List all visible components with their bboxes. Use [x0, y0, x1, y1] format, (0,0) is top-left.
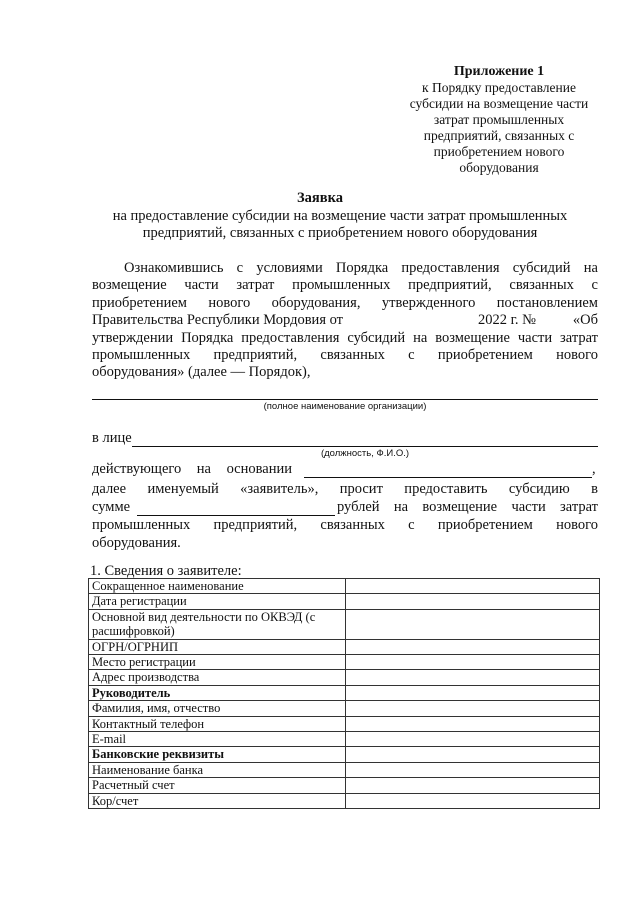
basis-line[interactable] [304, 477, 592, 478]
org-name-caption: (полное наименование организации) [263, 401, 427, 412]
org-name-line[interactable] [92, 399, 598, 400]
row-label: Кор/счет [89, 793, 346, 808]
table-row [89, 670, 600, 685]
appendix-block [404, 64, 594, 176]
row-label: Руководитель [89, 685, 346, 700]
table-row [89, 747, 600, 762]
row-label: Контактный телефон [89, 716, 346, 731]
intro-line: Ознакомившись с условиями Порядка предоставления субсидий на [124, 260, 598, 276]
row-label: Расчетный счет [89, 778, 346, 793]
table-row [89, 639, 600, 654]
row-value-cell[interactable] [346, 609, 600, 639]
row-value-cell[interactable] [346, 732, 600, 747]
intro-line: утверждении Порядка предоставления субсидий на возмещение части затрат [92, 329, 598, 346]
table-row [89, 685, 600, 700]
position-caption: (должность, Ф.И.О.) [320, 448, 410, 459]
in-person-label: в лице [92, 430, 132, 446]
document-heading: Заявка [297, 190, 343, 206]
row-label: Наименование банка [89, 762, 346, 777]
closing-line: промышленных предприятий, связанных с приобретением нового [92, 517, 598, 533]
row-label: Основной вид деятельности по ОКВЭД (с расшифровкой) [89, 609, 346, 639]
row-label: Дата регистрации [89, 594, 346, 609]
appendix-line: приобретением нового [433, 144, 565, 159]
sum-line[interactable] [137, 515, 335, 516]
table-row [89, 762, 600, 777]
row-label: Место регистрации [89, 655, 346, 670]
table-row [89, 732, 600, 747]
sum-rest-text: рублей на возмещение части затрат [337, 499, 598, 515]
table-row [89, 701, 600, 716]
row-value-cell[interactable] [346, 639, 600, 654]
row-value-cell[interactable] [346, 762, 600, 777]
row-value-cell[interactable] [346, 793, 600, 808]
intro-line: промышленных предприятий, связанных с приобретением нового [92, 347, 598, 364]
intro-year-number: 2022 г. № [478, 312, 537, 329]
intro-quote-start: «Об [572, 312, 598, 329]
basis-comma: , [592, 461, 596, 477]
appendix-line: затрат промышленных [433, 112, 565, 127]
table-row [89, 655, 600, 670]
table-row [89, 609, 600, 639]
applicant-info-table [88, 578, 600, 809]
appendix-line: предприятий, связанных с [423, 128, 575, 143]
appendix-line: оборудования [459, 160, 539, 175]
row-label: E-mail [89, 732, 346, 747]
appendix-line: к Порядку предоставление [422, 80, 576, 95]
intro-line: приобретением нового оборудования, утвержденного постановлением [92, 294, 598, 311]
hereinafter-text: далее именуемый «заявитель», просит предоставить субсидию в [92, 481, 598, 497]
table-row [89, 793, 600, 808]
section-heading: 1. Сведения о заявителе: [90, 563, 242, 579]
table-row [89, 579, 600, 594]
row-value-cell[interactable] [346, 655, 600, 670]
row-label: Адрес производства [89, 670, 346, 685]
closing-line: оборудования. [92, 535, 181, 551]
intro-paragraph [92, 260, 598, 382]
row-value-cell[interactable] [346, 716, 600, 731]
table-row [89, 716, 600, 731]
position-line[interactable] [132, 446, 598, 447]
row-label: Фамилия, имя, отчество [89, 701, 346, 716]
document-subtitle [90, 208, 590, 242]
appendix-title: Приложение 1 [453, 64, 545, 79]
row-value-cell[interactable] [346, 579, 600, 594]
row-value-cell[interactable] [346, 778, 600, 793]
row-label: Сокращенное наименование [89, 579, 346, 594]
row-value-cell[interactable] [346, 685, 600, 700]
table-row [89, 594, 600, 609]
row-value-cell[interactable] [346, 747, 600, 762]
subtitle-line: предприятий, связанных с приобретением нового оборудования [142, 225, 538, 241]
row-value-cell[interactable] [346, 670, 600, 685]
table-row [89, 778, 600, 793]
row-value-cell[interactable] [346, 594, 600, 609]
intro-line: возмещение части затрат промышленных предприятий, связанных с [92, 277, 598, 294]
appendix-line: субсидии на возмещение части [409, 96, 589, 111]
sum-label: сумме [92, 499, 131, 515]
subtitle-line: на предоставление субсидии на возмещение части затрат промышленных [112, 208, 568, 224]
row-label: ОГРН/ОГРНИП [89, 639, 346, 654]
acting-basis-label: действующего на основании [92, 461, 292, 477]
row-value-cell[interactable] [346, 701, 600, 716]
intro-line: оборудования» (далее — Порядок), [92, 364, 311, 381]
row-label: Банковские реквизиты [89, 747, 346, 762]
intro-line: Правительства Республики Мордовия от 2022 г. № «Об [92, 312, 598, 329]
